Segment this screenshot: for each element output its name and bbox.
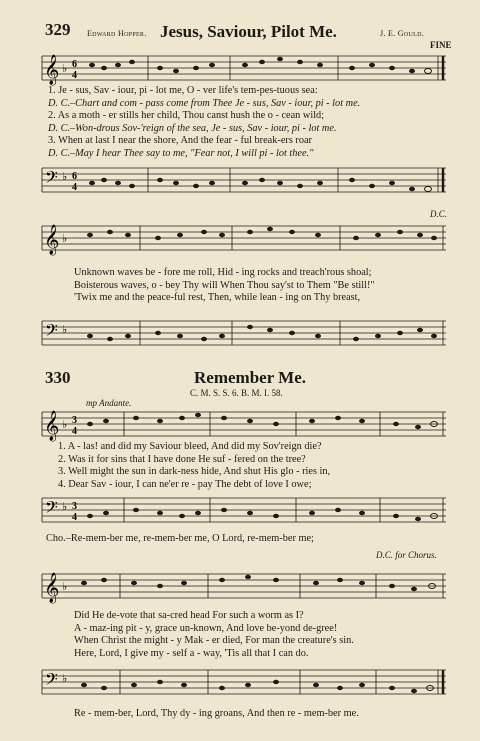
refrain-final-line: Re - mem-ber, Lord, Thy dy - ing groans, And then re - mem-ber me.	[74, 708, 359, 719]
staff-329-bass-1	[0, 162, 480, 202]
staff-330-bass-2	[0, 664, 480, 704]
lyric-line: When Christ the might - y Mak - er died, For man the creature's sin.	[74, 635, 354, 647]
lyric-line: 4. Dear Sav - iour, I can ne'er re - pay The debt of love I owe;	[58, 478, 312, 490]
svg-text:𝄞: 𝄞	[44, 225, 60, 255]
hymn-330-verses-part1	[58, 441, 330, 491]
hymn-330-number: 330	[45, 368, 71, 387]
svg-text:𝄞: 𝄞	[44, 55, 60, 85]
lyric-line: Here, Lord, I give my - self a - way, 'Tis all that I can do.	[74, 647, 309, 659]
svg-text:4: 4	[72, 182, 77, 193]
staff-329-bass-2	[0, 315, 480, 355]
svg-text:♭: ♭	[62, 232, 68, 245]
staff-330-treble-1	[0, 406, 480, 446]
lyric-line: Did He de-vote that sa-cred head For such a worm as I?	[74, 610, 304, 621]
staff-330-bass-1	[0, 492, 480, 532]
lyric-line: 2. As a moth - er stills her child, Thou canst hush the o - cean wild;	[48, 110, 325, 122]
svg-text:♭: ♭	[62, 323, 68, 336]
hymn-329-composer: J. E. Gould.	[380, 29, 425, 38]
lyric-line: D. C.–Won-drous Sov-'reign of the sea, Je - sus, Sav - iour, pi - lot me.	[48, 122, 337, 134]
staff-329-treble-2	[0, 220, 480, 260]
svg-text:𝄞: 𝄞	[44, 573, 60, 603]
lyric-line: 2. Was it for sins that I have done He suf - fered on the tree?	[58, 453, 306, 465]
svg-text:𝄢: 𝄢	[45, 167, 58, 191]
tempo-marking: mp Andante.	[86, 398, 132, 408]
lyric-line: 1. A - las! and did my Saviour bleed, And did my Sov'reign die?	[58, 441, 322, 452]
chorus-line: Cho.–Re-mem-ber me, re-mem-ber me, O Lord, re-mem-ber me;	[46, 533, 314, 544]
hymn-330-verses-part2	[74, 610, 354, 660]
dc-marking: D.C.	[430, 209, 448, 219]
lyric-line: Boisterous waves, o - bey Thy will When Thou say'st to Them "Be still!"	[74, 279, 375, 291]
lyric-line: 'Twix me and the peace-ful rest, Then, while lean - ing on Thy breast,	[74, 292, 361, 304]
svg-text:6: 6	[72, 171, 77, 182]
hymn-330-meter: C. M. S. S. 6. B. M. I. 58.	[190, 388, 283, 398]
svg-text:4: 4	[72, 426, 77, 437]
lyric-line: D. C.–May I hear Thee say to me, "Fear not, I will pi - lot thee."	[48, 147, 314, 159]
svg-text:♭: ♭	[62, 580, 68, 593]
svg-text:𝄢: 𝄢	[45, 320, 58, 344]
hymn-329-author: Edward Hopper.	[87, 29, 147, 38]
lyric-line: 3. Well might the sun in dark-ness hide, And shut His glo - ries in,	[58, 466, 331, 478]
lyric-line: A - maz-ing pit - y, grace un-known, And love be-yond de-gree!	[74, 622, 338, 634]
svg-text:♭: ♭	[62, 170, 68, 183]
hymn-329-number: 329	[45, 20, 71, 39]
lyric-line: 1. Je - sus, Sav - iour, pi - lot me, O - ver life's tem-pes-tuous sea:	[48, 85, 318, 96]
svg-text:♭: ♭	[62, 500, 68, 513]
svg-text:♭: ♭	[62, 672, 68, 685]
hymn-329-title: Jesus, Saviour, Pilot Me.	[160, 22, 337, 41]
staff-330-treble-2	[0, 568, 480, 608]
hymn-329-verses-part2	[74, 267, 375, 305]
svg-text:4: 4	[72, 70, 77, 81]
dc-chorus-marking: D.C. for Chorus.	[376, 550, 437, 560]
svg-text:𝄢: 𝄢	[45, 669, 58, 693]
hymn-330-title: Remember Me.	[194, 368, 307, 387]
lyric-line: D. C.–Chart and com - pass come from Thee Je - sus, Sav - iour, pi - lot me.	[48, 97, 361, 109]
staff-329-treble-1	[0, 50, 480, 90]
svg-text:3: 3	[72, 501, 77, 512]
svg-text:♭: ♭	[62, 62, 68, 75]
fine-marking: FINE	[430, 40, 452, 50]
svg-text:6: 6	[72, 59, 77, 70]
svg-text:4: 4	[72, 512, 77, 523]
svg-text:3: 3	[72, 415, 77, 426]
hymn-329-verses-part1	[48, 85, 360, 161]
lyric-line: Unknown waves be - fore me roll, Hid - ing rocks and treach'rous shoal;	[74, 267, 372, 278]
svg-text:𝄞: 𝄞	[44, 411, 60, 441]
svg-text:𝄢: 𝄢	[45, 497, 58, 521]
lyric-line: 3. When at last I near the shore, And the fear - ful break-ers roar	[48, 135, 312, 147]
svg-text:♭: ♭	[62, 418, 68, 431]
